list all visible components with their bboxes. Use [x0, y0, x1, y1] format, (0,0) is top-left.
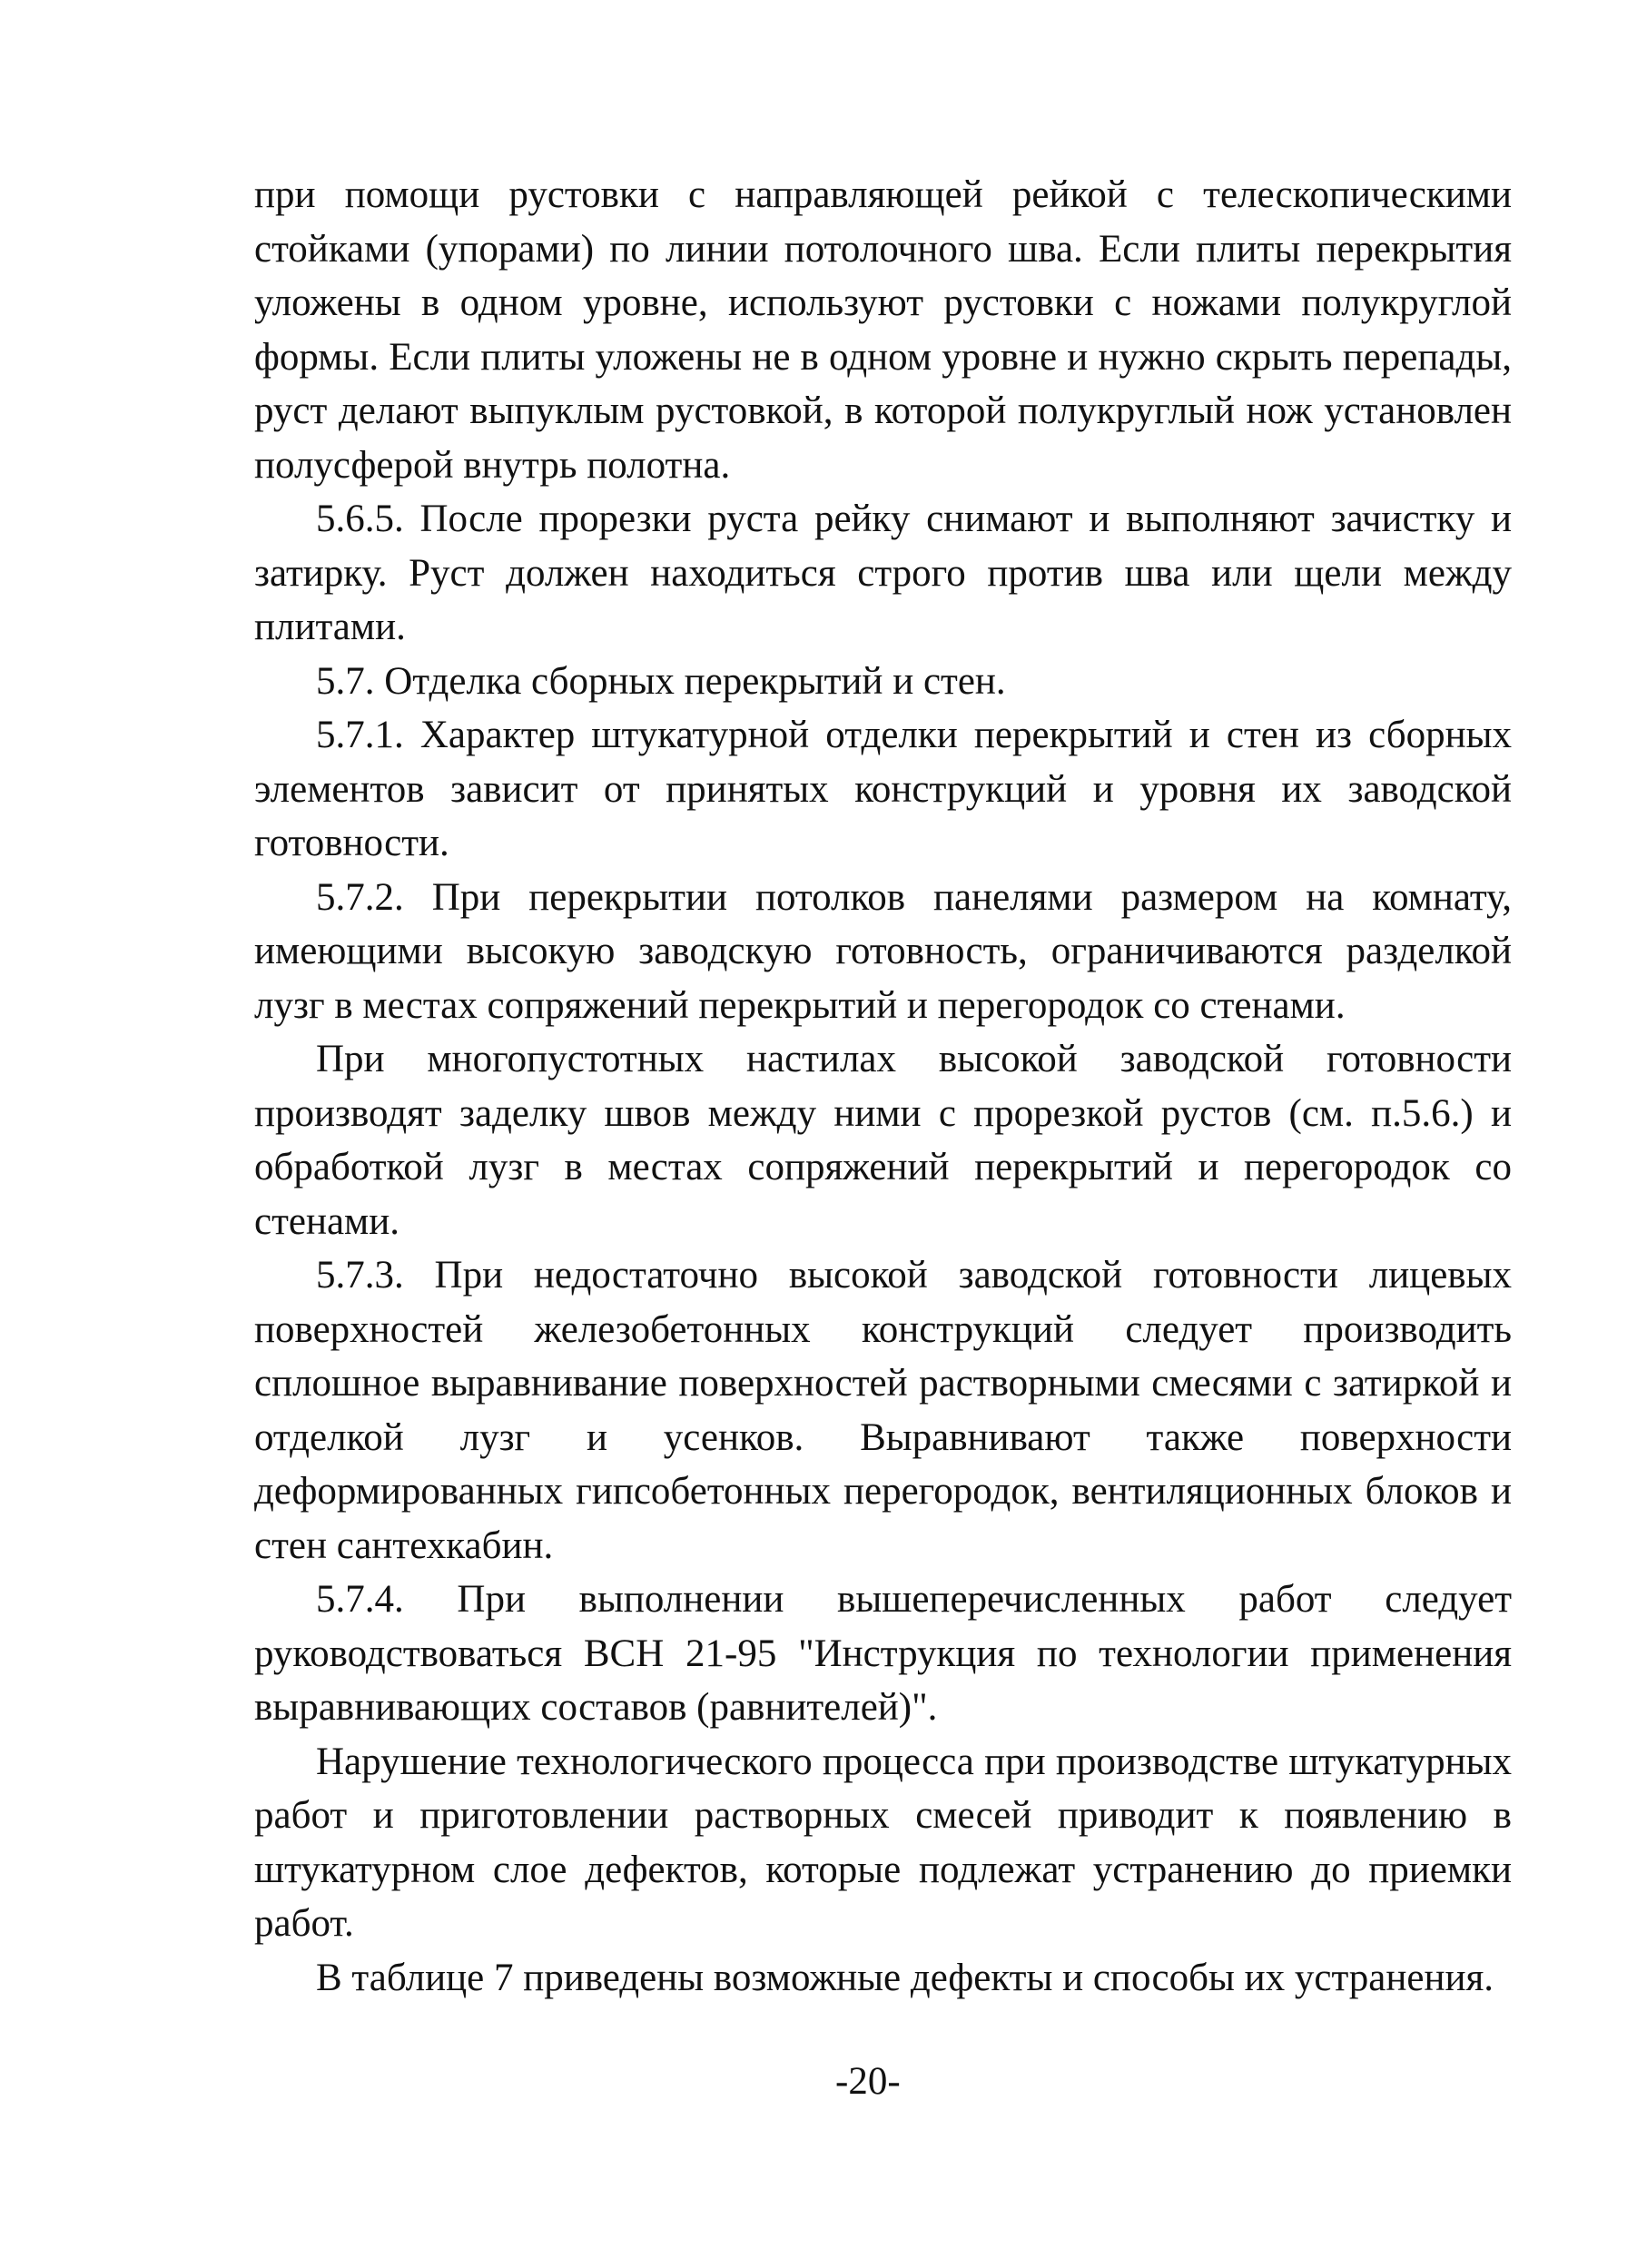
body-text: [254, 168, 1512, 2005]
paragraph-5-7-1: 5.7.1. Характер штукатурной отделки перекрытий и стен из сборных элементов зависит от принятых конструкций и уровня их заводской готовности.: [254, 714, 1512, 864]
paragraph-multihollow: При многопустотных настилах высокой заводской готовности производят заделку швов между ними с прорезкой рустов (см. п.5.6.) и обработкой лузг в местах сопряжений перекрытий и перегородок со стенами.: [254, 1038, 1512, 1243]
paragraph-5-6-5: 5.6.5. После прорезки руста рейку снимают и выполняют зачистку и затирку. Руст должен находиться строго против шва или щели между плитами.: [254, 498, 1512, 648]
paragraph-5-7-4: 5.7.4. При выполнении вышеперечисленных работ следует руководствоваться ВСН 21-95 "Инструкция по технологии применения выравнивающих составов (равнителей)".: [254, 1578, 1512, 1729]
paragraph-5-7-heading: 5.7. Отделка сборных перекрытий и стен.: [316, 659, 1006, 703]
paragraph-5-7-2: 5.7.2. При перекрытии потолков панелями размером на комнату, имеющими высокую заводскую готовность, ограничиваются разделкой лузг в местах сопряжений перекрытий и перегородок со стенами.: [254, 875, 1512, 1027]
paragraph-5-7-3: 5.7.3. При недостаточно высокой заводской готовности лицевых поверхностей железобетонных конструкций следует производить сплошное выравнивание поверхностей растворными смесями с затиркой и отделкой лузг и усенков. Выравнивают также поверхности деформированных гипсобетонных перегородок, вентиляционных блоков и стен сантехкабин.: [254, 1254, 1512, 1567]
paragraph-violation: Нарушение технологического процесса при производстве штукатурных работ и приготовлении растворных смесей приводит к появлению в штукатурном слое дефектов, которые подлежат устранению до приемки работ.: [254, 1740, 1512, 1945]
page-number: -20-: [835, 2060, 901, 2103]
paragraph-table-7-reference: В таблице 7 приведены возможные дефекты и способы их устранения.: [316, 1956, 1494, 1999]
paragraph-rustovka-continuation: при помощи рустовки с направляющей рейкой с телескопическими стойками (упорами) по линии потолочного шва. Если плиты перекрытия уложены в одном уровне, используют рустовки с ножами полукруглой формы. Если плиты уложены не в одном уровне и нужно скрыть перепады, руст делают выпуклым рустовкой, в которой полукруглый нож установлен полусферой внутрь полотна.: [254, 173, 1512, 487]
